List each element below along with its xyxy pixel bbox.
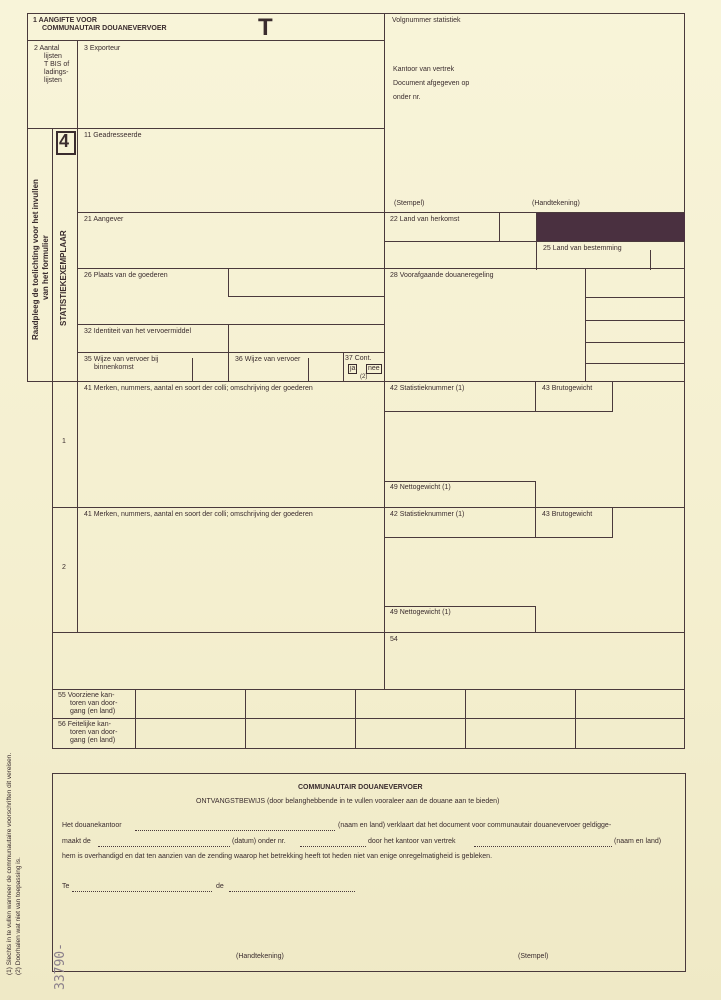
- receipt-l2-c: door het kantoor van vertrek: [368, 838, 456, 845]
- item1-box43: 43 Brutogewicht: [542, 385, 593, 392]
- receipt-l1-b: (naam en land) verklaart dat het document voor communautair douanevervoer geldigge-: [338, 822, 612, 829]
- receipt-departure-field[interactable]: [474, 842, 612, 847]
- copy-name: STATISTIEKEXEMPLAAR: [59, 230, 68, 326]
- box55-line2: toren van door-: [70, 700, 118, 707]
- box2-line1: 2 Aantal: [34, 45, 60, 52]
- office-line2: Document afgegeven op: [393, 80, 470, 87]
- receipt-handtekening: (Handtekening): [236, 953, 284, 960]
- box37-label: 37 Cont.: [345, 355, 372, 362]
- box2-line4: ladings-: [44, 69, 69, 76]
- receipt-when-field[interactable]: [229, 887, 355, 892]
- box35-label: 35 Wijze van vervoer bij: [84, 356, 159, 363]
- receipt-de: de: [216, 883, 224, 890]
- instruction-line2: van het formulier: [41, 235, 50, 300]
- box26-label: 26 Plaats van de goederen: [84, 272, 168, 279]
- footnote-1: (1) Slechts in te vullen wanneer de communautaire voorschriften dit vereisen.: [6, 752, 13, 975]
- item2-box42: 42 Statistieknummer (1): [390, 511, 465, 518]
- volgnummer-label: Volgnummer statistiek: [392, 17, 461, 24]
- box56-line1: 56 Feitelijke kan-: [58, 721, 111, 728]
- item2-box49: 49 Nettogewicht (1): [390, 609, 451, 616]
- box2-line2: lijsten: [44, 53, 62, 60]
- receipt-place-field[interactable]: [72, 887, 212, 892]
- box2-line3: T BIS of: [44, 61, 70, 68]
- box1-label-2: COMMUNAUTAIR DOUANEVERVOER: [42, 25, 167, 32]
- footnote-2: (2) Doorhalen wat niet van toepassing is.: [15, 857, 22, 975]
- item2-box43: 43 Brutogewicht: [542, 511, 593, 518]
- box56-line2: toren van door-: [70, 729, 118, 736]
- receipt-te: Te: [62, 883, 70, 890]
- item1-box42: 42 Statistieknummer (1): [390, 385, 465, 392]
- box25-label: 25 Land van bestemming: [543, 245, 622, 252]
- box55-line1: 55 Voorziene kan-: [58, 692, 115, 699]
- handwritten-number: 33790-: [53, 943, 68, 990]
- receipt-title: COMMUNAUTAIR DOUANEVERVOER: [298, 784, 423, 791]
- box21-label: 21 Aangever: [84, 216, 124, 223]
- receipt-stempel: (Stempel): [518, 953, 549, 960]
- box36-label: 36 Wijze van vervoer: [235, 356, 301, 363]
- item1-index: 1: [62, 438, 66, 445]
- handtekening-label: (Handtekening): [532, 200, 580, 207]
- black-filled-box: [537, 213, 685, 242]
- receipt-office-field[interactable]: [135, 826, 335, 831]
- box28-label: 28 Voorafgaande douaneregeling: [390, 272, 494, 279]
- box32-label: 32 Identiteit van het vervoermiddel: [84, 328, 192, 335]
- stempel-label: (Stempel): [394, 200, 425, 207]
- receipt-l3: hem is overhandigd en dat ten aanzien van de zending waarop het betrekking heeft tot heden niet van enige onregelmatigheid is gebleken.: [62, 853, 493, 860]
- receipt-date-field[interactable]: [98, 842, 230, 847]
- item2-box41: 41 Merken, nummers, aantal en soort der colli; omschrijving der goederen: [84, 511, 313, 518]
- box37-note: (2): [360, 374, 368, 380]
- item1-box41: 41 Merken, nummers, aantal en soort der colli; omschrijving der goederen: [84, 385, 313, 392]
- box54-label: 54: [390, 636, 398, 643]
- box1-label: 1 AANGIFTE VOOR: [33, 17, 97, 24]
- receipt-l2-d: (naam en land): [614, 838, 662, 845]
- instruction-line1: Raadpleeg de toelichting voor het invullen: [31, 179, 40, 340]
- receipt-number-field[interactable]: [300, 842, 366, 847]
- box55-line3: gang (en land): [70, 708, 116, 715]
- box56-line3: gang (en land): [70, 737, 116, 744]
- t-mark: T: [258, 14, 273, 41]
- box11-label: 11 Geadresseerde: [84, 132, 142, 139]
- receipt-l2-a: maakt de: [62, 838, 91, 845]
- box3-label: 3 Exporteur: [84, 45, 121, 52]
- office-line3: onder nr.: [393, 94, 421, 101]
- office-line1: Kantoor van vertrek: [393, 66, 455, 73]
- box22-label: 22 Land van herkomst: [390, 216, 460, 223]
- box37-no: nee: [368, 365, 380, 372]
- box37-yes: ja: [350, 365, 356, 372]
- box35-label-2: binnenkomst: [94, 364, 134, 371]
- item2-index: 2: [62, 564, 66, 571]
- receipt-subtitle: ONTVANGSTBEWIJS (door belanghebbende in te vullen vooraleer aan de douane aan te bieden): [196, 798, 500, 805]
- receipt-l1-a: Het douanekantoor: [62, 822, 122, 829]
- item1-box49: 49 Nettogewicht (1): [390, 484, 451, 491]
- copy-number: 4: [59, 131, 70, 151]
- receipt-l2-b: (datum) onder nr.: [232, 838, 286, 845]
- box2-line5: lijsten: [44, 77, 62, 84]
